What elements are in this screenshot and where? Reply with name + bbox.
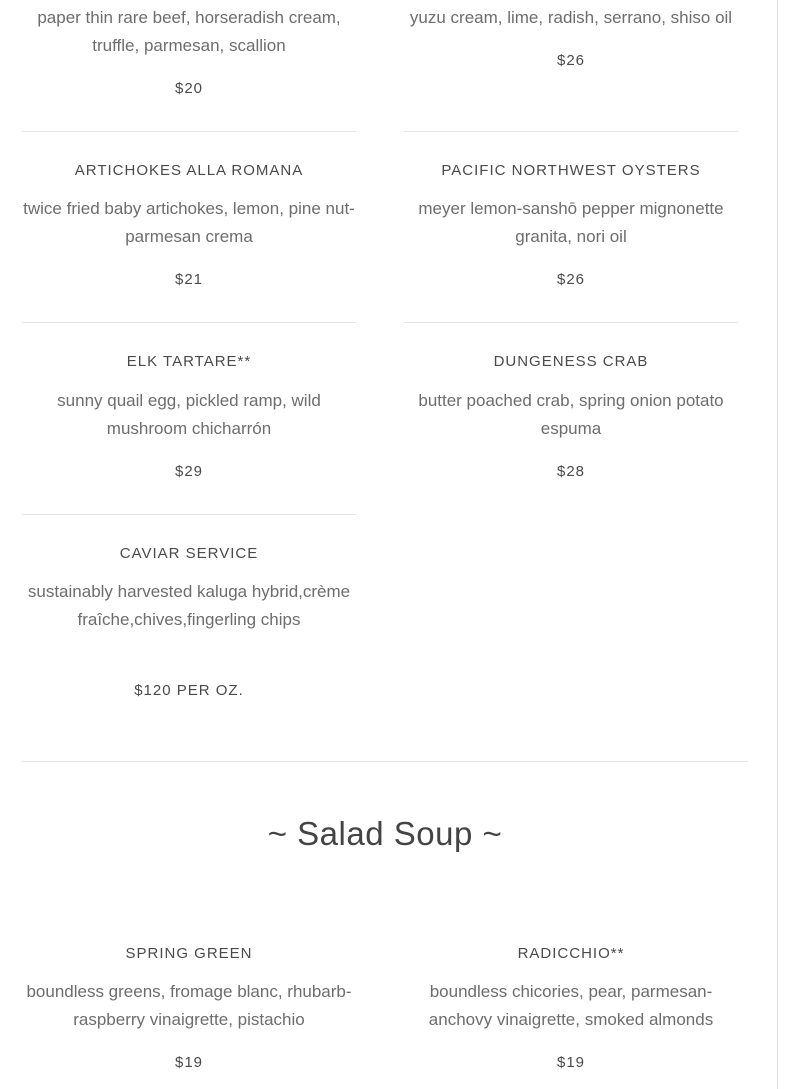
item-name: DUNGENESS CRAB: [493, 353, 649, 370]
item-divider: [22, 131, 356, 132]
item-divider: [22, 322, 356, 323]
menu-item-radicchio: [404, 945, 738, 1085]
item-name: CAVIAR SERVICE: [119, 545, 259, 562]
item-description: sunny quail egg, pickled ramp, wild mushroom chicharrón: [57, 391, 321, 438]
item-name: SPRING GREEN: [125, 945, 253, 962]
item-description: boundless greens, fromage blanc, rhubarb-raspberry vinaigrette, pistachio: [26, 982, 352, 1029]
item-description: meyer lemon-sanshō pepper mignonette granita, nori oil: [418, 199, 724, 246]
menu-item-elk-tartare: [22, 353, 356, 493]
item-name: ARTICHOKES ALLA ROMANA: [74, 162, 304, 179]
menu-item-dungeness-crab: [404, 353, 738, 493]
item-description: paper thin rare beef, horseradish cream, truffle, parmesan, scallion: [37, 8, 341, 55]
menu-item-oysters: [404, 162, 738, 302]
item-price: $21: [174, 271, 204, 288]
item-divider: [404, 131, 738, 132]
item-price: $20: [174, 80, 204, 97]
item-divider: [22, 514, 356, 515]
menu-item-beef: [22, 0, 356, 110]
section-title: ~ Salad Soup ~: [267, 815, 503, 852]
item-price: $19: [556, 1054, 586, 1071]
item-description: butter poached crab, spring onion potato espuma: [418, 391, 724, 438]
item-price: $29: [174, 463, 204, 480]
item-price: $26: [556, 271, 586, 288]
item-description: twice fried baby artichokes, lemon, pine nut-parmesan crema: [23, 199, 355, 246]
page-edge-divider: [777, 0, 778, 1089]
item-name: ELK TARTARE**: [126, 353, 252, 370]
item-description: sustainably harvested kaluga hybrid,crème fraîche,chives,fingerling chips: [27, 582, 351, 629]
item-price: $28: [556, 463, 586, 480]
item-price: $26: [556, 52, 586, 69]
item-price: $120 PER OZ.: [134, 682, 244, 699]
item-name: RADICCHIO**: [517, 945, 625, 962]
menu-item-yuzu: [404, 0, 738, 110]
item-description: yuzu cream, lime, radish, serrano, shiso oil: [409, 8, 733, 27]
item-price: $19: [174, 1054, 204, 1071]
menu-item-caviar-service: [22, 545, 356, 715]
item-divider: [404, 322, 738, 323]
menu-item-artichokes: [22, 162, 356, 302]
item-name: PACIFIC NORTHWEST OYSTERS: [441, 162, 701, 179]
item-description: boundless chicories, pear, parmesan-anchovy vinaigrette, smoked almonds: [428, 982, 714, 1029]
section-divider: [22, 761, 748, 762]
menu-item-spring-green: [22, 945, 356, 1085]
